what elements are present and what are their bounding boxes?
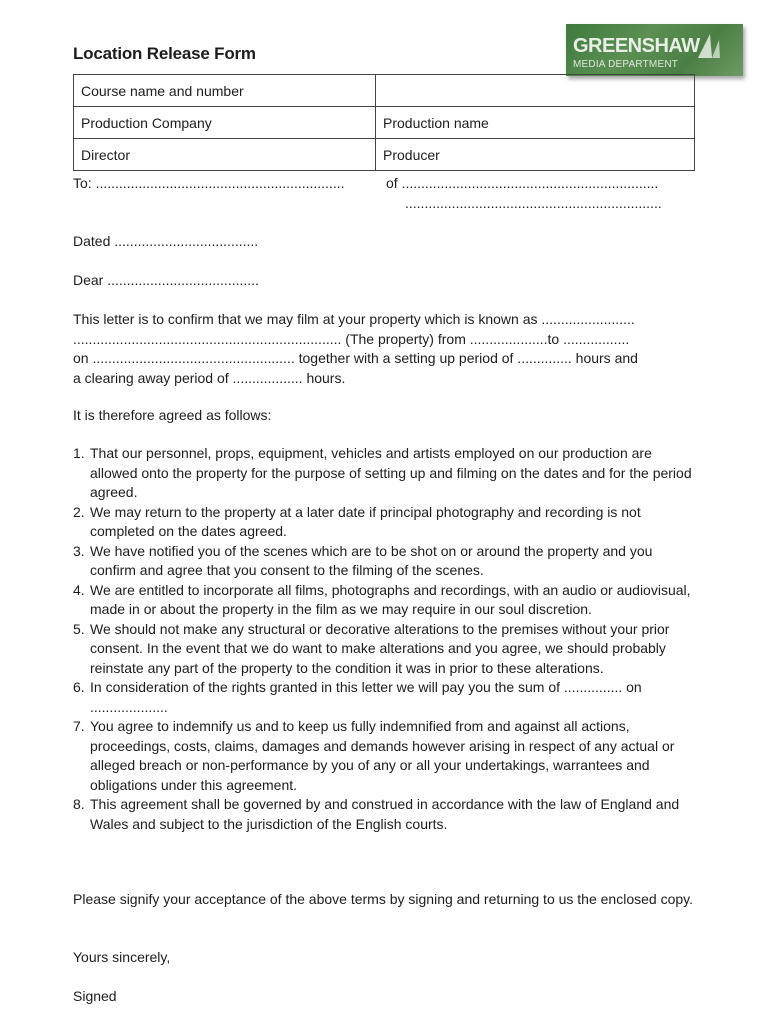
logo-sub-text: MEDIA DEPARTMENT [573, 59, 679, 70]
list-item [73, 542, 699, 581]
table-cell[interactable]: Course name and number [74, 75, 376, 107]
term-number: 7. [73, 718, 85, 734]
letter-line: ..................................................................... (The property) from ....................to ................. [73, 330, 630, 347]
list-item [73, 678, 699, 717]
dear-line: Dear ....................................... [73, 272, 259, 288]
letter-line: This letter is to confirm that we may film at your property which is known as ........................ [73, 311, 635, 327]
sails-icon [694, 30, 722, 60]
term-text: You agree to indemnify us and to keep us fully indemnified from and against all actions, proceedings, costs, claims, damages and demands however arising in respect of any actual or alleged breach or non-performance by you of any or all your undertakings, warrantees and obligations under this agreement. [90, 718, 675, 793]
term-number: 5. [73, 620, 85, 637]
term-number: 2. [73, 503, 85, 520]
of-line: of .................................................................. [386, 175, 659, 191]
signify-paragraph: Please signify your acceptance of the above terms by signing and returning to us the enclosed copy. [73, 891, 693, 907]
letter-line: a clearing away period of .................. hours. [73, 369, 346, 386]
term-text: We may return to the property at a later date if principal photography and recording is not completed on the dates agreed. [90, 503, 641, 539]
table-row [74, 107, 695, 139]
table-cell[interactable]: Production name [376, 107, 695, 139]
production-details-table [73, 74, 695, 171]
list-item [73, 444, 699, 503]
logo-main-text: GREENSHAW [573, 35, 700, 57]
dated-line: Dated ..................................... [73, 233, 259, 249]
table-cell[interactable] [376, 75, 695, 107]
term-text: In consideration of the rights granted in this letter we will pay you the sum of ............... on .................... [90, 679, 642, 715]
term-number: 4. [73, 581, 85, 598]
term-number: 3. [73, 542, 85, 559]
of-line-continued: .................................................................. [405, 195, 662, 211]
term-number: 1. [73, 445, 85, 461]
term-text: This agreement shall be governed by and construed in accordance with the law of England and Wales and subject to the jurisdiction of the English courts. [90, 796, 680, 832]
term-text: That our personnel, props, equipment, vehicles and artists employed on our production are allowed onto the property for the purpose of setting up and filming on the dates and for the period agreed. [90, 445, 692, 500]
form-title: Location Release Form [73, 44, 256, 63]
term-text: We should not make any structural or decorative alterations to the premises without your prior consent. In the event that we do want to make alterations and you agree, we should probably reinstate any part of the property to the condition it was in prior to these alterations. [90, 620, 670, 676]
signed-line: Signed [73, 988, 117, 1004]
table-cell[interactable]: Director [74, 139, 376, 171]
table-row [74, 75, 695, 107]
term-text: We have notified you of the scenes which are to be shot on or around the property and you confirm and agree that you consent to the filming of the scenes. [90, 542, 653, 578]
table-row [74, 139, 695, 171]
list-item [73, 717, 699, 795]
term-number: 8. [73, 796, 85, 812]
agreed-heading: It is therefore agreed as follows: [73, 407, 272, 423]
closing-line: Yours sincerely, [73, 949, 171, 965]
list-item [73, 620, 699, 679]
greenshaw-logo [566, 24, 743, 76]
table-cell[interactable]: Production Company [74, 107, 376, 139]
to-line: To: ................................................................ [73, 175, 345, 191]
terms-list [73, 444, 699, 834]
letter-line: on .................................................... together with a setting up period of .............. hours and [73, 350, 638, 366]
term-text: We are entitled to incorporate all films, photographs and recordings, with an audio or audiovisual, made in or about the property in the film as we may require in our soul discretion. [90, 581, 691, 617]
table-cell[interactable]: Producer [376, 139, 695, 171]
list-item [73, 503, 699, 542]
list-item [73, 795, 699, 834]
list-item [73, 581, 699, 620]
term-number: 6. [73, 679, 85, 695]
